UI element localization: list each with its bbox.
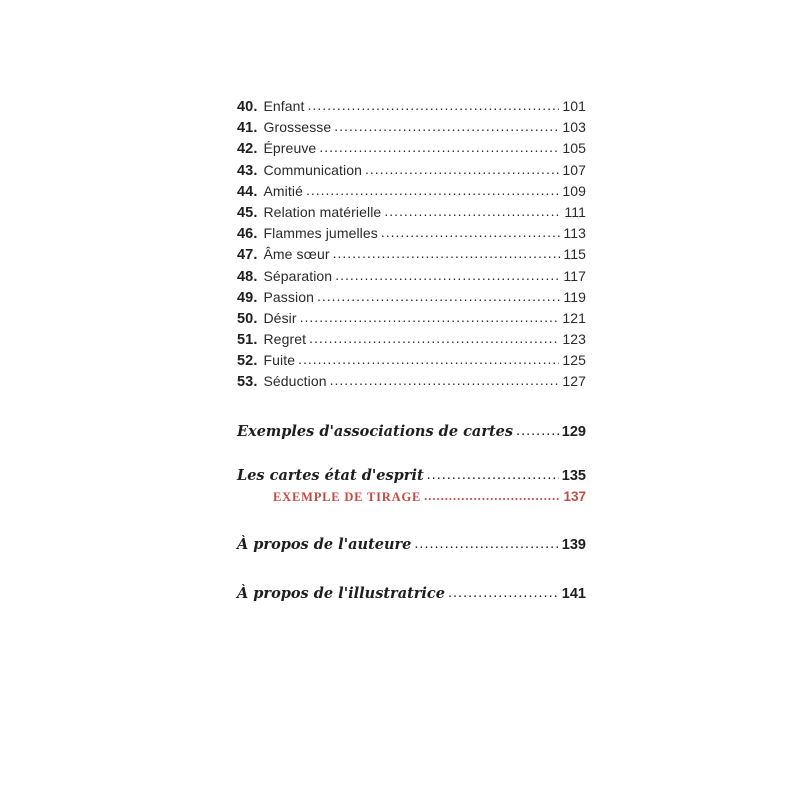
toc-entry[interactable]: [237, 225, 586, 246]
entry-number: 42.: [237, 141, 258, 158]
section-title: Exemples d'associations de cartes: [237, 422, 514, 440]
entry-page: 117: [563, 267, 586, 284]
entry-number: 45.: [237, 204, 258, 221]
entry-title: Grossesse: [263, 119, 332, 136]
dot-leader: [335, 267, 560, 283]
entry-title: Séduction: [263, 373, 327, 390]
toc-entry[interactable]: [237, 310, 586, 331]
subsection-page: 137: [563, 488, 586, 504]
dot-leader: [333, 245, 561, 261]
entry-number: 40.: [237, 99, 258, 115]
dot-leader: [317, 288, 560, 304]
entry-number: 41.: [237, 120, 258, 137]
toc-entry[interactable]: [237, 352, 586, 373]
toc-entry[interactable]: [237, 246, 586, 267]
subsection-title: EXEMPLE DE TIRAGE: [273, 489, 422, 504]
toc-entry[interactable]: [237, 183, 586, 204]
entry-title: Âme sœur: [263, 246, 330, 263]
toc-entry[interactable]: [237, 204, 586, 225]
entry-number: 50.: [237, 310, 258, 327]
dot-leader: [365, 161, 559, 177]
entry-title: Épreuve: [263, 140, 317, 157]
entry-page: 125: [562, 352, 586, 369]
toc-entry[interactable]: [237, 140, 586, 161]
dot-leader: [308, 97, 560, 113]
entry-number: 49.: [237, 289, 258, 306]
dot-leader: [334, 118, 559, 134]
entry-title: Amitié: [263, 182, 303, 199]
entry-number: 47.: [237, 247, 258, 264]
entry-page: 123: [562, 331, 586, 348]
entry-page: 107: [562, 161, 586, 178]
section-page: 139: [561, 536, 586, 553]
toc-entry[interactable]: [237, 268, 586, 289]
entry-page: 105: [562, 140, 586, 157]
dot-leader: [300, 309, 560, 325]
toc-entry[interactable]: [237, 289, 586, 310]
entry-title: Relation matérielle: [263, 203, 382, 220]
dot-leader: [309, 330, 559, 346]
entry-page: 119: [563, 288, 586, 305]
table-of-contents: [237, 98, 586, 602]
section-page: 129: [561, 423, 586, 440]
entry-title: Enfant: [263, 98, 305, 114]
dot-leader: [306, 182, 559, 198]
toc-subsection-sample-spread[interactable]: [273, 489, 586, 505]
dot-leader: [384, 203, 561, 219]
section-title: À propos de l'auteure: [237, 535, 412, 553]
toc-entry[interactable]: [237, 119, 586, 140]
section-page: 141: [561, 585, 586, 602]
toc-entry[interactable]: [237, 162, 586, 183]
entry-page: 127: [562, 373, 586, 390]
entry-page: 113: [563, 225, 586, 242]
dot-leader: [319, 139, 559, 155]
entry-number: 51.: [237, 332, 258, 349]
entry-title: Séparation: [263, 267, 333, 284]
entry-number: 44.: [237, 183, 258, 200]
entry-number: 52.: [237, 353, 258, 370]
entry-title: Désir: [263, 309, 297, 326]
entry-title: Communication: [263, 161, 363, 178]
entry-number: 43.: [237, 162, 258, 179]
toc-section-examples[interactable]: [237, 423, 586, 440]
entry-title: Fuite: [263, 352, 296, 369]
entry-page: 101: [562, 98, 586, 114]
entry-title: Regret: [263, 331, 307, 348]
entry-title: Passion: [263, 288, 314, 305]
dot-leader: [330, 372, 560, 388]
toc-entry[interactable]: [237, 98, 586, 119]
entry-page: 111: [564, 203, 586, 220]
section-page: 135: [561, 467, 586, 484]
section-title: Les cartes état d'esprit: [237, 466, 424, 484]
dot-leader: [427, 467, 559, 483]
dot-leader: [448, 585, 559, 601]
toc-entry[interactable]: [237, 331, 586, 352]
toc-section-about-illustrator[interactable]: [237, 585, 586, 602]
dot-leader: [516, 423, 559, 439]
toc-section-mood-cards[interactable]: [237, 467, 586, 484]
toc-entry[interactable]: [237, 373, 586, 394]
entry-number: 53.: [237, 374, 258, 391]
entry-number: 48.: [237, 268, 258, 285]
section-title: À propos de l'illustratrice: [237, 584, 445, 602]
dot-leader: [414, 536, 558, 552]
dot-leader: [381, 224, 561, 240]
entry-page: 115: [563, 246, 586, 263]
entry-number: 46.: [237, 226, 258, 243]
entry-page: 121: [562, 309, 586, 326]
entry-page: 103: [562, 119, 586, 136]
entry-page: 109: [562, 182, 586, 199]
dot-leader: [298, 351, 559, 367]
dot-leader: [424, 489, 560, 504]
toc-section-about-author[interactable]: [237, 536, 586, 553]
entry-title: Flammes jumelles: [263, 225, 378, 242]
